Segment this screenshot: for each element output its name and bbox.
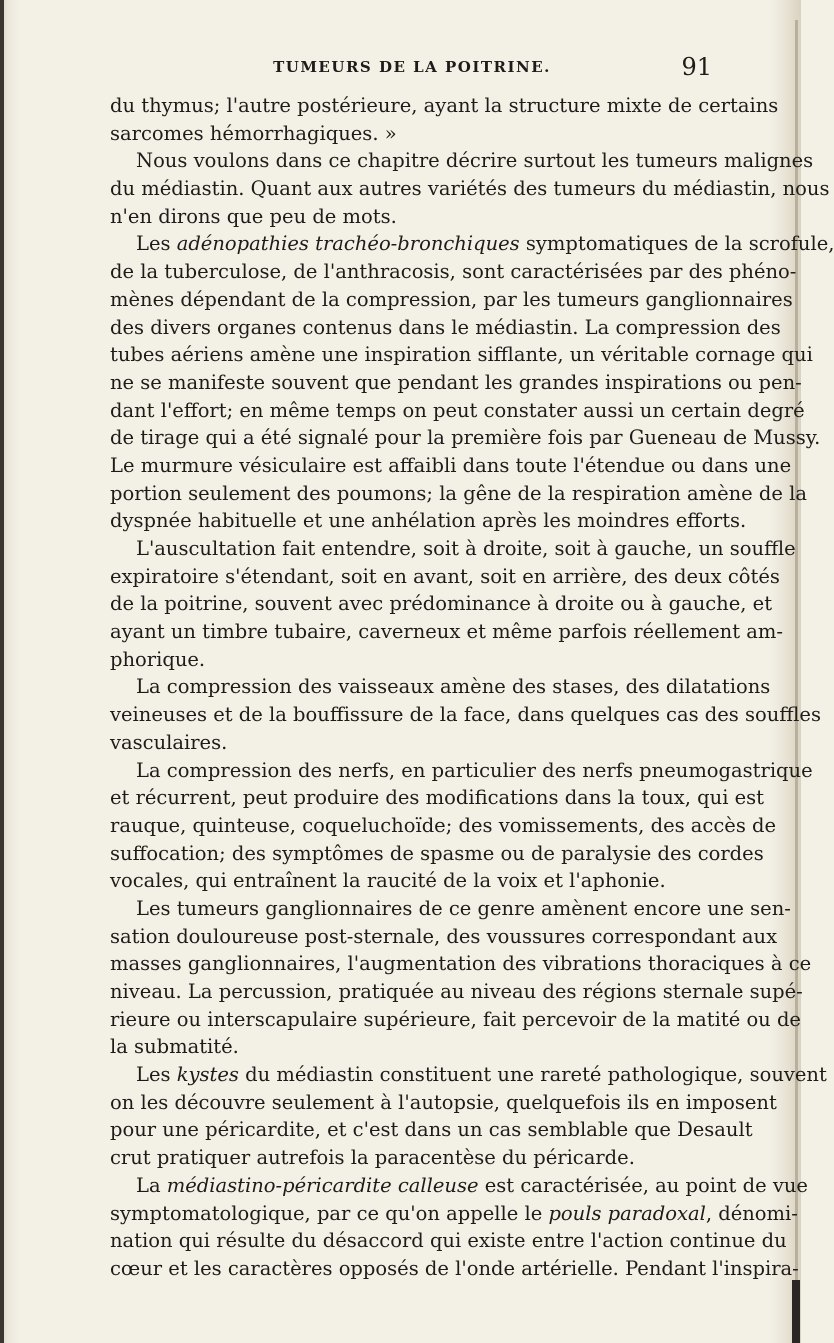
body-text [110, 92, 834, 1283]
text-line: suffocation; des symptômes de spasme ou de paralysie des cordes [110, 841, 764, 865]
italic-term: médiastino-péricardite calleuse [166, 1173, 479, 1197]
text-line: rieure ou interscapulaire supérieure, fait percevoir de la matité ou de [110, 1007, 801, 1031]
text-line: vocales, qui entraînent la raucité de la voix et l'aphonie. [110, 869, 666, 893]
text-line: nation qui résulte du désaccord qui existe entre l'action continue du [110, 1229, 787, 1253]
text-line: mènes dépendant de la compression, par les tumeurs ganglionnaires [110, 287, 793, 311]
text-line: symptomatologique, par ce qu'on appelle le pouls paradoxal, dénomi- [110, 1201, 798, 1225]
text-line: tubes aériens amène une inspiration sifflante, un véritable cornage qui [110, 343, 813, 367]
text-line: du thymus; l'autre postérieure, ayant la structure mixte de certains [110, 94, 779, 117]
text-line: vasculaires. [110, 730, 228, 754]
text-line: du médiastin. Quant aux autres variétés des tumeurs du médiastin, nous [110, 177, 830, 201]
text-line: Les adénopathies trachéo-bronchiques symptomatiques de la scrofule, [136, 232, 834, 256]
text-line: phorique. [110, 647, 206, 671]
text-line: veineuses et de la bouffissure de la face, dans quelques cas des souffles [110, 703, 821, 727]
page-right-edge [795, 20, 798, 1343]
text-line: et récurrent, peut produire des modifications dans la toux, qui est [110, 786, 765, 810]
text-line: de la tuberculose, de l'anthracosis, sont caractérisées par des phéno- [110, 260, 797, 284]
text-line: expiratoire s'étendant, soit en avant, soit en arrière, des deux côtés [110, 564, 780, 588]
text-line: cœur et les caractères opposés de l'onde artérielle. Pendant l'inspira- [110, 1256, 799, 1280]
text-line: on les découvre seulement à l'autopsie, quelquefois ils en imposent [110, 1090, 777, 1114]
italic-term: kystes [176, 1063, 239, 1087]
text-line: Les kystes du médiastin constituent une rareté pathologique, souvent [136, 1063, 827, 1087]
text-line: niveau. La percussion, pratiquée au niveau des régions sternale supé- [110, 980, 803, 1003]
text-line: La compression des nerfs, en particulier des nerfs pneumogastrique [136, 758, 813, 782]
text-line: portion seulement des poumons; la gêne de la respiration amène de la [110, 481, 808, 505]
text-line: ayant un timbre tubaire, caverneux et même parfois réellement am- [110, 620, 783, 644]
italic-term: pouls paradoxal [548, 1201, 706, 1225]
text-line: La compression des vaisseaux amène des stases, des dilatations [136, 675, 771, 699]
text-line: Les tumeurs ganglionnaires de ce genre amènent encore une sen- [136, 896, 791, 920]
page-header [100, 53, 720, 88]
page-binding-edge [0, 0, 4, 1343]
text-line: de la poitrine, souvent avec prédominance à droite ou à gauche, et [110, 592, 773, 616]
text-line: L'auscultation fait entendre, soit à droite, soit à gauche, un souffle [136, 537, 796, 560]
page-number: 91 [681, 53, 712, 81]
text-line: ne se manifeste souvent que pendant les grandes inspirations ou pen- [110, 370, 802, 394]
text-line: rauque, quinteuse, coqueluchoïde; des vomissements, des accès de [110, 813, 777, 837]
text-line: crut pratiquer autrefois la paracentèse du péricarde. [110, 1146, 635, 1170]
running-head: TUMEURS DE LA POITRINE. [273, 58, 551, 76]
text-line: la submatité. [110, 1035, 239, 1059]
text-line: La médiastino-péricardite calleuse est caractérisée, au point de vue [136, 1173, 808, 1197]
text-line: de tirage qui a été signalé pour la première fois par Gueneau de Mussy. [110, 426, 821, 450]
text-line: dyspnée habituelle et une anhélation après les moindres efforts. [110, 509, 747, 533]
text-line: dant l'effort; en même temps on peut constater aussi un certain degré [110, 398, 805, 422]
text-line: masses ganglionnaires, l'augmentation des vibrations thoraciques à ce [110, 952, 812, 976]
text-line: sarcomes hémorrhagiques. » [110, 121, 397, 145]
text-line: n'en dirons que peu de mots. [110, 204, 397, 228]
text-line: des divers organes contenus dans le médiastin. La compression des [110, 315, 781, 339]
text-line: Nous voulons dans ce chapitre décrire surtout les tumeurs malignes [136, 149, 814, 173]
text-line: sation douloureuse post-sternale, des voussures correspondant aux [110, 924, 778, 948]
page-edge-mark [792, 1280, 800, 1343]
text-line: pour une péricardite, et c'est dans un cas semblable que Desault [110, 1118, 753, 1142]
italic-term: adénopathies trachéo-bronchiques [176, 232, 520, 256]
text-line: Le murmure vésiculaire est affaibli dans toute l'étendue ou dans une [110, 453, 792, 477]
